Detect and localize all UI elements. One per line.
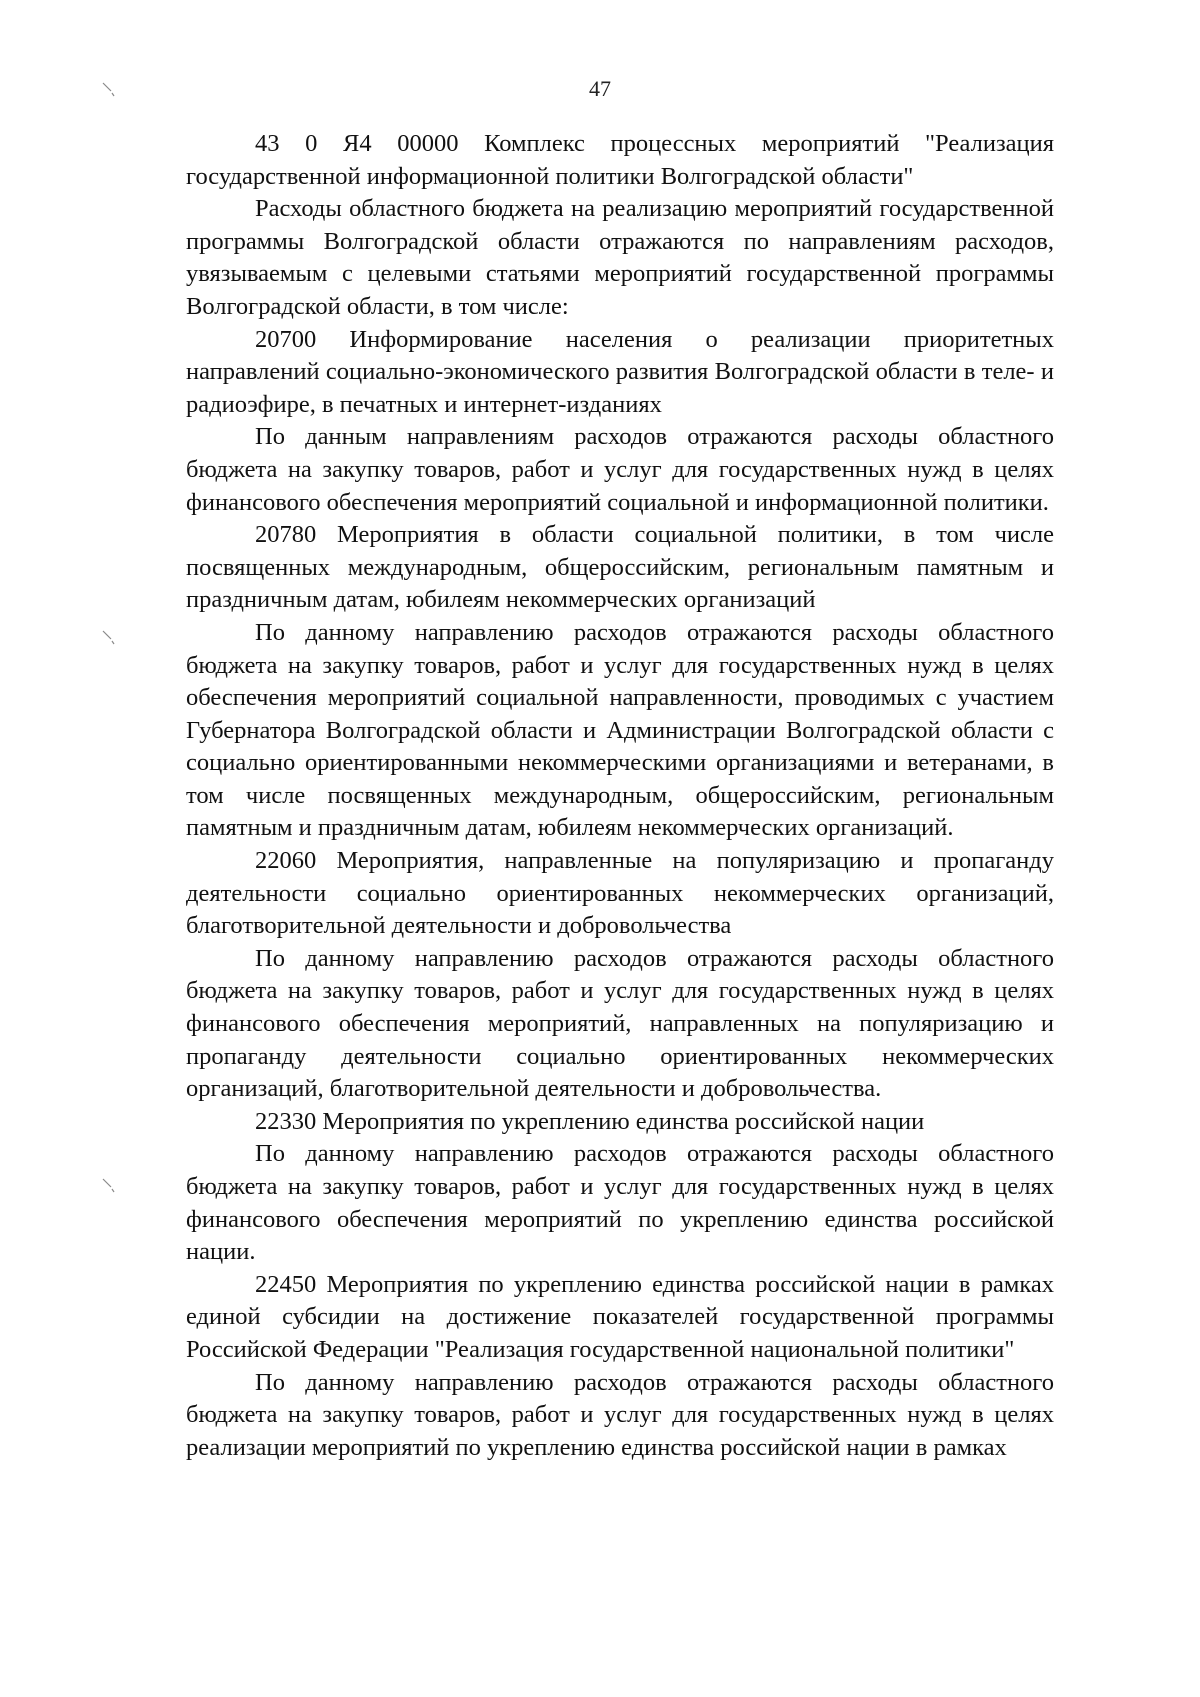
body-paragraph: По данному направлению расходов отражаются расходы областного бюджета на закупку товаров, работ и услуг для государственных нужд в целях обеспечения мероприятий социальной направленности, проводимых с участием Губернатора Волгоградской области и Администрации Волгоградской области с социально ориентированными некоммерческими организациями и ветеранами, в том числе посвященных международным, общероссийским, региональным памятным и праздничным датам, юбилеям некоммерческих организаций. [186, 618, 1054, 842]
scan-binding-mark [102, 1178, 116, 1194]
expense-direction-heading: 22330 Мероприятия по укреплению единства российской нации [255, 1107, 925, 1135]
expense-direction-heading: 20780 Мероприятия в области социальной политики, в том числе посвященных международным, общероссийским, региональным памятным и праздничным датам, юбилеям некоммерческих организаций [186, 521, 1054, 614]
body-paragraph: По данному направлению расходов отражаются расходы областного бюджета на закупку товаров, работ и услуг для государственных нужд в целях финансового обеспечения мероприятий по укреплению единства российской нации. [186, 1140, 1054, 1266]
expense-direction-heading: 22060 Мероприятия, направленные на популяризацию и пропаганду деятельности социально ориентированных некоммерческих организаций, благотворительной деятельности и добровольчества [186, 847, 1054, 940]
body-paragraph: По данному направлению расходов отражаются расходы областного бюджета на закупку товаров, работ и услуг для государственных нужд в целях финансового обеспечения мероприятий, направленных на популяризацию и пропаганду деятельности социально ориентированных некоммерческих организаций, благотворительной деятельности и добровольчества. [186, 944, 1054, 1103]
body-paragraph: По данному направлению расходов отражаются расходы областного бюджета на закупку товаров, работ и услуг для государственных нужд в целях реализации мероприятий по укреплению единства российской нации в рамках [186, 1368, 1054, 1461]
page-number: 47 [589, 76, 611, 101]
section-heading: 43 0 Я4 00000 Комплекс процессных мероприятий "Реализация государственной информационной политики Волгоградской области" [186, 130, 1054, 190]
body-paragraph: Расходы областного бюджета на реализацию мероприятий государственной программы Волгоградской области отражаются по направлениям расходов, увязываемым с целевыми статьями мероприятий государственной программы Волгоградской области, в том числе: [186, 195, 1054, 320]
expense-direction-heading: 22450 Мероприятия по укреплению единства российской нации в рамках единой субсидии на достижение показателей государственной программы Российской Федерации "Реализация государственной национальной политики" [186, 1270, 1054, 1363]
body-paragraph: По данным направлениям расходов отражаются расходы областного бюджета на закупку товаров, работ и услуг для государственных нужд в целях финансового обеспечения мероприятий социальной и информационной политики. [186, 423, 1054, 516]
expense-direction-heading: 20700 Информирование населения о реализации приоритетных направлений социально-экономического развития Волгоградской области в теле- и радиоэфире, в печатных и интернет-изданиях [186, 325, 1054, 418]
document-body [186, 128, 1054, 1464]
scan-binding-mark [102, 630, 116, 646]
